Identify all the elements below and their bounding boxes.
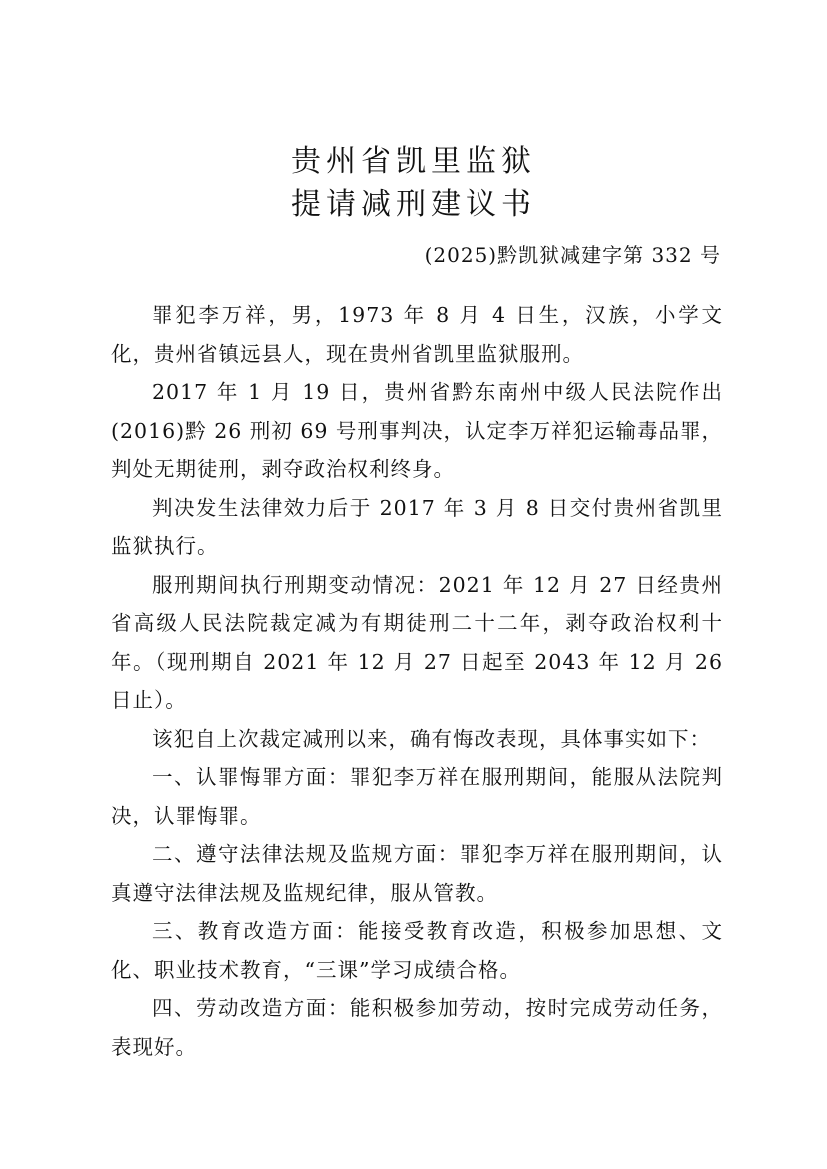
paragraph-labor: 四、劳动改造方面：能积极参加劳动，按时完成劳动任务，表现好。 [111, 996, 723, 1059]
document-number: (2025)黔凯狱减建字第 332 号 [424, 243, 721, 267]
paragraph-repentance: 一、认罪悔罪方面：罪犯李万祥在服刑期间，能服从法院判决，认罪悔罪。 [111, 765, 723, 828]
paragraph-education: 三、教育改造方面：能接受教育改造，积极参加思想、文化、职业技术教育，“三课”学习成绩合格。 [111, 919, 723, 982]
paragraph-original-judgment: 2017 年 1 月 19 日，贵州省黔东南州中级人民法院作出(2016)黔 26 刑初 69 号刑事判决，认定李万祥犯运输毒品罪，判处无期徒刑，剥夺政治权利终身。 [111, 380, 723, 481]
paragraph-sentence-changes: 服刑期间执行刑期变动情况：2021 年 12 月 27 日经贵州省高级人民法院裁定减为有期徒刑二十二年，剥夺政治权利十年。（现刑期自 2021 年 12 月 27 日起至 2043 年 12 月 26 日止）。 [111, 572, 723, 712]
paragraph-law-compliance: 二、遵守法律法规及监规方面：罪犯李万祥在服刑期间，认真遵守法律法规及监规纪律，服从管教。 [111, 842, 723, 905]
document-body [111, 296, 723, 1066]
paragraph-facts-intro: 该犯自上次裁定减刑以来，确有悔改表现，具体事实如下： [152, 726, 711, 751]
document-title-line-1: 贵州省凯里监狱 [291, 144, 536, 179]
document-title-line-2: 提请减刑建议书 [291, 187, 536, 222]
paragraph-execution-delivery: 判决发生法律效力后于 2017 年 3 月 8 日交付贵州省凯里监狱执行。 [111, 495, 723, 558]
paragraph-offender-info: 罪犯李万祥，男，1973 年 8 月 4 日生，汉族，小学文化，贵州省镇远县人，现在贵州省凯里监狱服刑。 [111, 303, 723, 366]
